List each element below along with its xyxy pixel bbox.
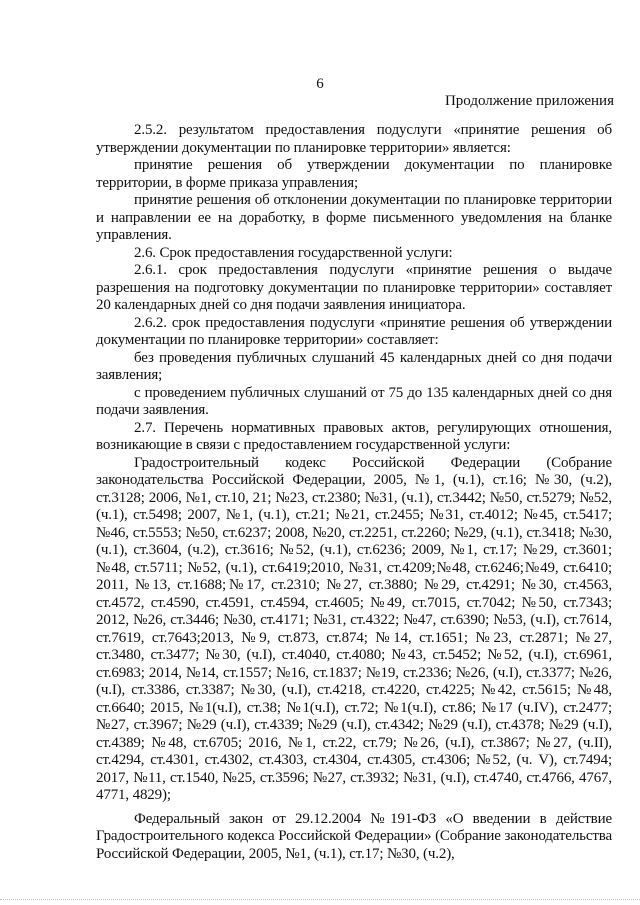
paragraph-with-hearings: с проведением публичных слушаний от 75 до 135 календарных дней со дня подачи заявления. [96, 384, 612, 418]
paragraph-urban-planning-code: Градостроительный кодекс Российской Федерации (Собрание законодательства Российской Федерации, 2005, №1, (ч.1), ст.16; №30, (ч.2), ст.3128; 2006, №1, ст.10, 21; №23, ст.2380; №31, (ч.1), ст.3442; №50, ст.5279; №52, (ч.1), ст.5498; 2007, №1, (ч.1), ст.21; №21, ст.2455; №31, ст.4012; №45, ст.5417; №46, ст.5553; №50, ст.6237; 2008, №20, ст.2251, ст.2260; №29, (ч.1), ст.3418; №30, (ч.1), ст.3604, (ч.2), ст.3616; №52, (ч.1), ст.6236; 2009, №1, ст.17; №29, ст.3601; №48, ст.5711; №52, (ч.1), ст.6419;2010, №31, ст.4209;№48, ст.6246;№49, ст.6410; 2011, №13, ст.1688;№17, ст.2310; №27, ст.3880; №29, ст.4291; №30, ст.4563, ст.4572, ст.4590, ст.4591, ст.4594, ст.4605; №49, ст.7015, ст.7042; №50, ст.7343; 2012, №26, ст.3446; №30, ст.4171; №31, ст.4322; №47, ст.6390; №53, (ч.I), ст.7614, ст.7619, ст.7643;2013, №9, ст.873, ст.874; №14, ст.1651; №23, ст.2871; №27, ст.3480, ст.3477; №30, (ч.I), ст.4040, ст.4080; №43, ст.5452; №52, (ч.I), ст.6961, ст.6983; 2014, №14, ст.1557; №16, ст.1837; №19, ст.2336; №26, (ч.I), ст.3377; №26, (ч.I), ст.3386, ст.3387; №30, (ч.I), ст.4218, ст.4220, ст.4225; №42, ст.5615; №48, ст.6640; 2015, №1(ч.I), ст.38; №1(ч.I), ст.72; №1(ч.I), ст.86; №17 (ч.IV), ст.2477; №27, ст.3967; №29 (ч.I), ст.4339; №29 (ч.I), ст.4342; №29 (ч.I), ст.4378; №29 (ч.I), ст.4389; №48, ст.6705; 2016, №1, ст.22, ст.79; №26, (ч.I), ст.3867; №27, (ч.II), ст.4294, ст.4301, ст.4302, ст.4303, ст.4304, ст.4305, ст.4306; №52, (ч. V), ст.7494; 2017, №11, ст.1540, №25, ст.3596; №27, ст.3932; №31, (ч.I), ст.4740, ст.4766, 4767, 4771, 4829); [96, 454, 612, 803]
continuation-note: Продолжение приложения [444, 93, 614, 109]
paragraph-2-6-1: 2.6.1. срок предоставления подуслуги «принятие решения о выдаче разрешения на подготовку документации по планировке территории» составляет 20 календарных дней со дня подачи заявления инициатора. [96, 262, 612, 313]
document-body [96, 122, 612, 863]
paragraph-approval-decision: принятие решения об утверждении документации по планировке территории, в форме приказа управления; [96, 157, 612, 191]
scan-edge-rule [0, 899, 640, 901]
paragraph-2-6-2: 2.6.2. срок предоставления подуслуги «принятие решения об утверждении документации по планировке территории» составляет: [96, 314, 612, 348]
paragraph-2-5-2: 2.5.2. результатом предоставления подуслуги «принятие решения об утверждении документации по планировке территории» является: [96, 122, 612, 156]
paragraph-without-hearings: без проведения публичных слушаний 45 календарных дней со дня подачи заявления; [96, 349, 612, 383]
paragraph-federal-law: Федеральный закон от 29.12.2004 №191-ФЗ «О введении в действие Градостроительного кодекса Российской Федерации» (Собрание законодательства Российской Федерации, 2005, №1, (ч.1), ст.17; №30, (ч.2), [96, 810, 612, 862]
paragraph-2-6: 2.6. Срок предоставления государственной услуги: [134, 244, 453, 261]
paragraph-rejection-decision: принятие решения об отклонении документации по планировке территории и направлении ее на доработку, в форме письменного уведомления на бланке управления. [96, 192, 612, 243]
page-number: 6 [316, 76, 324, 92]
paragraph-2-7: 2.7. Перечень нормативных правовых актов, регулирующих отношения, возникающие в связи с предоставлением государственной услуги: [96, 419, 612, 453]
